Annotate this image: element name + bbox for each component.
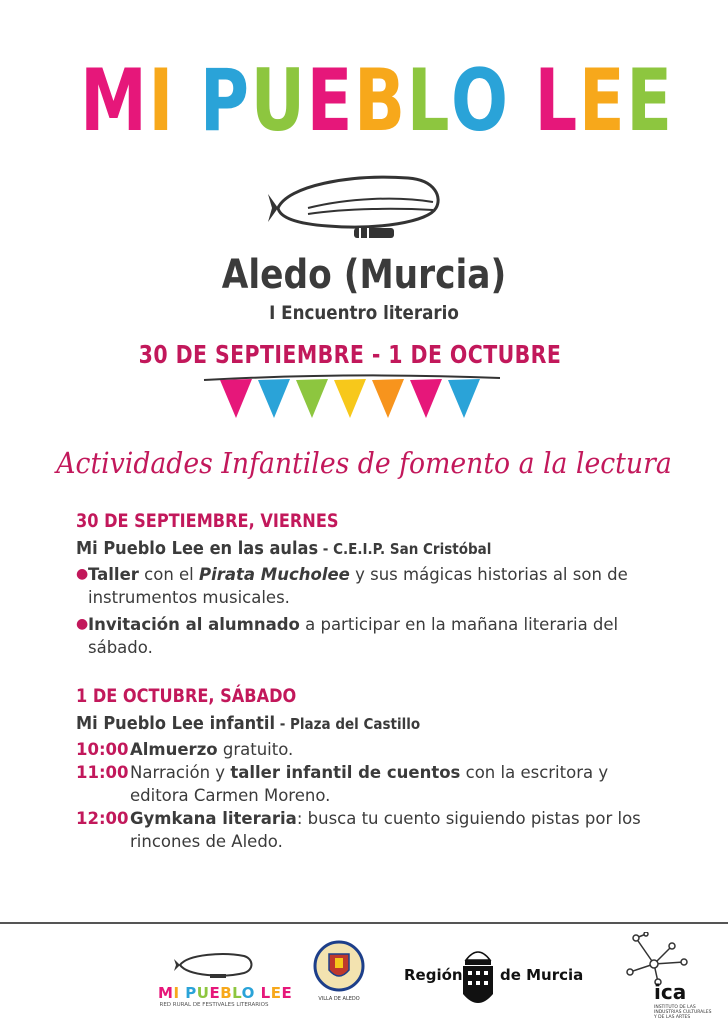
zeppelin-icon xyxy=(174,950,254,980)
day1-date: 30 DE SEPTIEMBRE, VIERNES xyxy=(76,510,339,532)
schedule-bold: taller infantil de cuentos xyxy=(230,763,461,782)
zeppelin-icon xyxy=(268,168,444,246)
schedule-text: : busca tu cuento siguiendo pistas por los rincones de Aledo. xyxy=(130,809,641,851)
title-letter: L xyxy=(534,51,579,151)
schedule-bold: Gymkana literaria xyxy=(130,809,297,828)
title-letter: B xyxy=(353,51,407,151)
title-letter: O xyxy=(451,51,510,151)
title-letter: E xyxy=(578,51,627,151)
activities-headline: Actividades Infantiles de fomento a la lectura xyxy=(56,446,672,480)
bullet-text: y sus mágicas historias al son de instrumentos musicales. xyxy=(88,565,628,607)
ica-logo xyxy=(624,932,714,1020)
schedule-time: 10:00 xyxy=(76,740,129,759)
day1-section-title: Mi Pueblo Lee en las aulas xyxy=(76,538,319,559)
bullet-icon: ● xyxy=(76,616,89,632)
ica-fullname: INSTITUTO DE LAS INDUSTRIAS CULTURALES Y DE LAS ARTES xyxy=(654,1005,712,1020)
title-letter: M xyxy=(80,51,149,151)
poster-title xyxy=(80,51,674,151)
schedule-text: gratuito. xyxy=(217,740,294,759)
schedule-item xyxy=(76,761,656,807)
footer-divider xyxy=(0,922,728,924)
day2-location: - Plaza del Castillo xyxy=(275,715,421,733)
programme xyxy=(76,510,656,853)
coat-of-arms-icon xyxy=(313,940,365,992)
bullet-bold: Invitación al alumnado xyxy=(88,615,300,634)
bullet-italic: Pirata Mucholee xyxy=(199,565,350,584)
bullet-text: a participar en la mañana literaria del sábado. xyxy=(88,615,619,657)
title-letter: U xyxy=(250,51,307,151)
title-letter: P xyxy=(199,51,251,151)
schedule-bold: Almuerzo xyxy=(130,740,218,759)
event-location: Aledo (Murcia) xyxy=(221,252,507,298)
event-subtitle: I Encuentro literario xyxy=(269,302,459,324)
event-dates: 30 DE SEPTIEMBRE - 1 DE OCTUBRE xyxy=(138,340,562,369)
bullet-text: con el xyxy=(138,565,200,584)
bunting-flag xyxy=(334,379,366,418)
day2-section xyxy=(76,713,598,734)
title-letter xyxy=(510,58,535,144)
region-label-left: Región xyxy=(404,966,463,984)
bullet-icon: ● xyxy=(76,566,89,582)
mi-pueblo-lee-logo xyxy=(158,950,293,1008)
ica-word: ica xyxy=(654,980,687,1004)
schedule-item xyxy=(76,738,656,761)
bunting-flag xyxy=(296,379,328,418)
bunting-flag xyxy=(258,379,290,418)
schedule-text: Narración y xyxy=(130,763,231,782)
day1-location: - C.E.I.P. San Cristóbal xyxy=(318,540,492,558)
day2-date: 1 DE OCTUBRE, SÁBADO xyxy=(76,685,297,707)
bullet-bold: Taller xyxy=(88,565,139,584)
schedule-item xyxy=(76,807,656,853)
schedule-text: con la escritora y editora Carmen Moreno. xyxy=(130,763,609,805)
seal-caption: VILLA DE ALEDO xyxy=(318,996,360,1002)
bunting-decoration xyxy=(202,374,502,426)
region-label-right: de Murcia xyxy=(500,966,584,984)
logo-name: MI PUEBLO LEE xyxy=(158,984,293,1002)
aledo-seal xyxy=(308,940,370,1002)
schedule-time: 12:00 xyxy=(76,809,129,828)
title-letter: I xyxy=(148,51,175,151)
bunting-flag xyxy=(448,379,480,418)
logo-tagline: RED RURAL DE FESTIVALES LITERARIOS xyxy=(159,1002,269,1008)
crown-shield-icon xyxy=(460,944,496,1014)
bunting-flag xyxy=(372,379,404,418)
bunting-flag xyxy=(220,379,252,418)
title-letter: L xyxy=(406,51,452,151)
title-letter: E xyxy=(626,51,674,151)
list-item xyxy=(76,613,656,659)
bunting-flag xyxy=(410,379,442,418)
day2-section-title: Mi Pueblo Lee infantil xyxy=(76,713,276,734)
title-letter xyxy=(175,58,200,144)
list-item xyxy=(76,563,656,609)
schedule-time: 11:00 xyxy=(76,763,129,782)
title-letter: E xyxy=(306,51,354,151)
day1-section xyxy=(76,538,598,559)
